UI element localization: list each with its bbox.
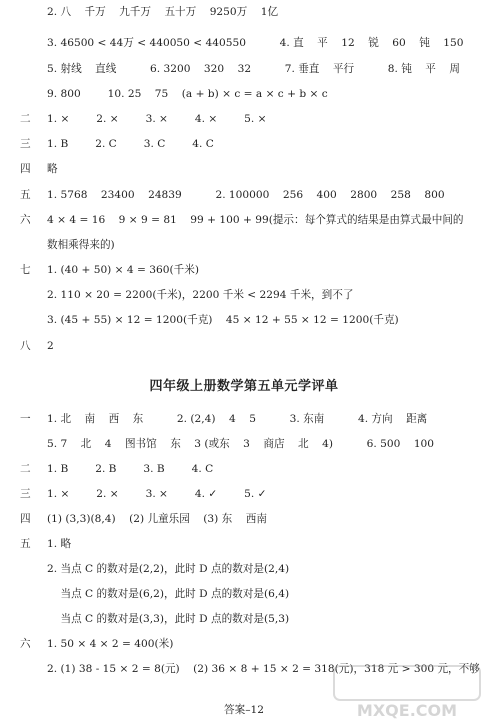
answer-line: 5. 射线 直线 6. 3200 320 32 7. 垂直 平行 8. 钝 平 周 bbox=[47, 63, 460, 75]
answer-line: 2. 110 × 20 = 2200(千米)，2200 千米 < 2294 千米，到不了 bbox=[47, 289, 354, 301]
answer-line: 1. × 2. × 3. × 4. ✓ 5. ✓ bbox=[47, 488, 267, 500]
answer-line: 1. (40 + 50) × 4 = 360(千米) bbox=[47, 264, 199, 276]
section-label: 五 bbox=[20, 189, 31, 201]
answer-line: 3. (45 + 55) × 12 = 1200(千克) 45 × 12 + 55 × 12 = 1200(千克) bbox=[47, 314, 399, 326]
page-footer: 答案–12 bbox=[224, 704, 264, 716]
section-label: 四 bbox=[20, 163, 31, 175]
section-label: 三 bbox=[20, 138, 31, 150]
answer-line: 4 × 4 = 16 9 × 9 = 81 99 + 100 + 99(提示：每个算式的结果是由算式最中间的 bbox=[47, 214, 464, 226]
answer-line: 略 bbox=[47, 163, 58, 175]
section-label: 六 bbox=[20, 638, 31, 650]
section-label: 六 bbox=[20, 214, 31, 226]
answer-line: 1. B 2. C 3. C 4. C bbox=[47, 138, 214, 150]
answer-line: 1. B 2. B 3. B 4. C bbox=[47, 463, 214, 475]
unit5-title: 四年级上册数学第五单元学评单 bbox=[149, 379, 339, 394]
answer-line: 1. 50 × 4 × 2 = 400(米) bbox=[47, 638, 174, 650]
answer-line: 5. 7 北 4 图书馆 东 3 (或东 3 商店 北 4) 6. 500 100 bbox=[47, 438, 435, 450]
answer-line: 1. × 2. × 3. × 4. × 5. × bbox=[47, 113, 267, 125]
section-label: 五 bbox=[20, 538, 31, 550]
answer-line: 9. 800 10. 25 75 (a + b) × c = a × c + b × c bbox=[47, 88, 328, 100]
answer-line: 2. 八 千万 九千万 五十万 9250万 1亿 bbox=[47, 6, 279, 18]
section-label: 八 bbox=[20, 340, 31, 352]
answer-line: 1. 5768 23400 24839 2. 100000 256 400 2800 258 800 bbox=[47, 189, 445, 201]
answer-line: 2. (1) 38 - 15 × 2 = 8(元) (2) 36 × 8 + 15 × 2 = 318(元)，318 元 > 300 元，不够 bbox=[47, 663, 480, 675]
answer-line: 2. 当点 C 的数对是(2,2)，此时 D 点的数对是(2,4) bbox=[47, 563, 290, 575]
answer-line: 当点 C 的数对是(6,2)，此时 D 点的数对是(6,4) bbox=[47, 588, 290, 600]
section-label: 七 bbox=[20, 264, 31, 276]
answer-line: 1. 略 bbox=[47, 538, 72, 550]
watermark-text: MXQE.COM bbox=[356, 701, 458, 720]
answer-line: 当点 C 的数对是(3,3)，此时 D 点的数对是(5,3) bbox=[47, 613, 290, 625]
section-label: 四 bbox=[20, 513, 31, 525]
section-label: 一 bbox=[20, 413, 31, 425]
section-label: 二 bbox=[20, 113, 31, 125]
watermark-logo bbox=[332, 662, 482, 722]
answer-line: 3. 46500 < 44万 < 440050 < 440550 4. 直 平 12 锐 60 钝 150 bbox=[47, 37, 464, 49]
answer-line: 1. 北 南 西 东 2. (2,4) 4 5 3. 东南 4. 方向 距离 bbox=[47, 413, 428, 425]
answer-line: 数相乘得来的) bbox=[47, 239, 115, 251]
section-label: 三 bbox=[20, 488, 31, 500]
answer-line: 2 bbox=[47, 340, 54, 352]
answer-line: (1) (3,3)(8,4) (2) 儿童乐园 (3) 东 西南 bbox=[47, 513, 267, 525]
section-label: 二 bbox=[20, 463, 31, 475]
